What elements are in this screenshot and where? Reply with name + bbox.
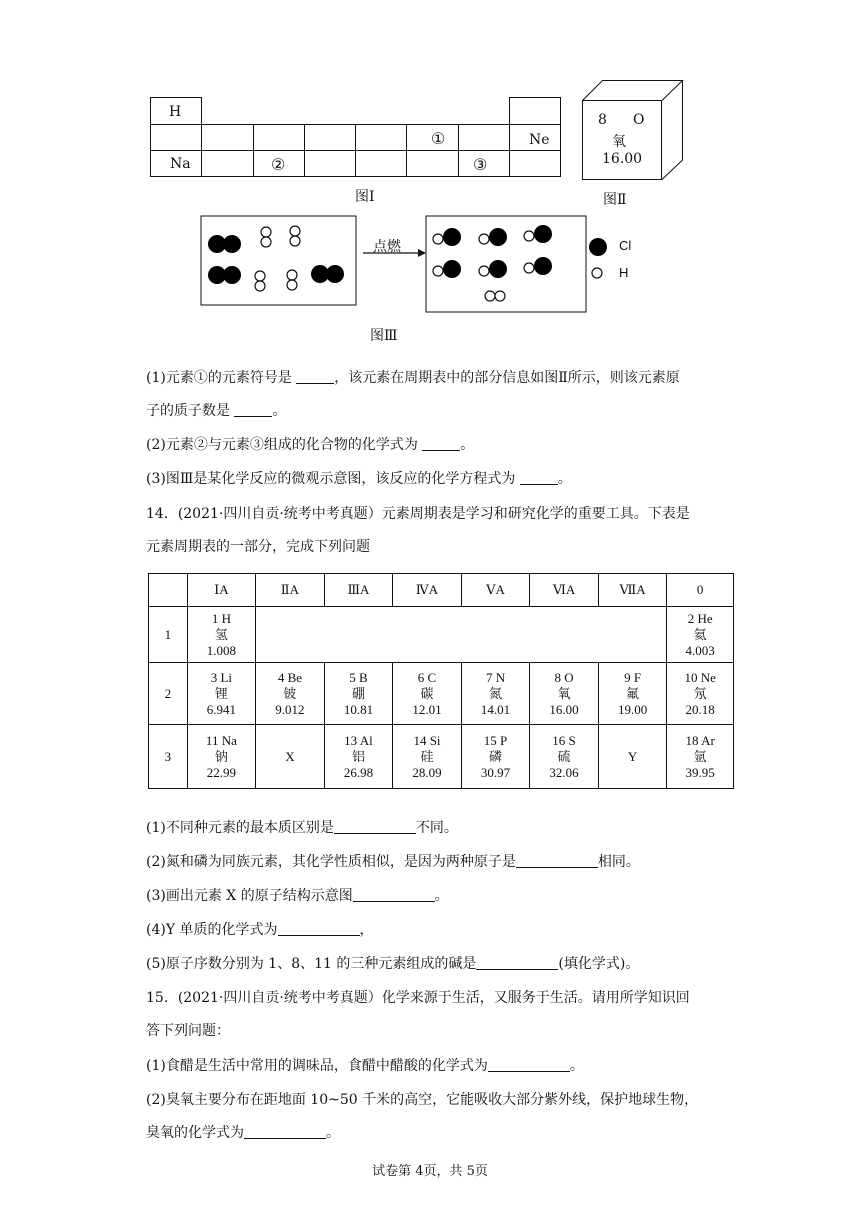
element-cell: 8 O 氧 16.00	[530, 663, 599, 725]
element-cell: 16 S 硫 32.06	[530, 725, 599, 789]
legend-cl: Cl	[619, 238, 632, 253]
reactants-box	[201, 216, 356, 305]
figure1-caption: 图Ⅰ	[355, 189, 375, 205]
element-cell: 9 F 氟 19.00	[598, 663, 667, 725]
answer-blank[interactable]	[516, 853, 598, 868]
cell-h: H	[169, 104, 182, 120]
answer-blank[interactable]	[278, 921, 360, 936]
marker-1: ①	[431, 129, 446, 148]
answer-blank[interactable]	[353, 887, 435, 902]
element-mass: 16.00	[602, 151, 643, 167]
element-cell-x: X	[256, 725, 325, 789]
element-cell: 2 He 氦 4.003	[667, 607, 734, 663]
table-row: 2 3 Li 锂 6.941 4 Be 铍 9.012 5 B 硼 10.81 6 C 碳 12.01 7 N 氮 14.01 8 O 氧 16.00 9 F 氟 19.00 10 Ne 氖 20.18	[149, 663, 734, 725]
figure1-grid	[150, 97, 565, 179]
element-cell: 15 P 磷 30.97	[461, 725, 530, 789]
q14-part1: (1)不同种元素的最本质区别是 不同。	[146, 820, 458, 836]
element-number: 8	[598, 112, 607, 128]
q13-part1: (1)元素①的元素符号是 ，该元素在周期表中的部分信息如图Ⅱ所示，则该元素原	[146, 370, 680, 386]
table-row: 3 11 Na 钠 22.99 X 13 Al 铝 26.98 14 Si 硅 28.09 15 P 磷 30.97 16 S 硫 32.06 Y 18 Ar 氩 39.95	[149, 725, 734, 789]
legend-h: H	[619, 265, 629, 280]
q14-intro-1: 14．(2021·四川自贡·统考中考真题）元素周期表是学习和研究化学的重要工具。下表是	[146, 506, 690, 522]
q15-intro-1: 15．(2021·四川自贡·统考中考真题）化学来源于生活，又服务于生活。请用所学知识回	[146, 990, 690, 1006]
page-footer: 试卷第 4页，共 5页	[372, 1164, 488, 1179]
element-cell: 13 Al 铝 26.98	[324, 725, 393, 789]
table-header-row: ⅠA ⅡA ⅢA ⅣA ⅤA ⅥA ⅦA 0	[149, 574, 734, 607]
element-symbol: O	[633, 112, 645, 128]
element-cell: 14 Si 硅 28.09	[393, 725, 462, 789]
element-cell: 7 N 氮 14.01	[461, 663, 530, 725]
answer-blank[interactable]	[334, 819, 416, 834]
marker-2: ②	[271, 155, 286, 174]
element-cell: 3 Li 锂 6.941	[187, 663, 256, 725]
answer-blank[interactable]	[476, 955, 558, 970]
element-cell: 18 Ar 氩 39.95	[667, 725, 734, 789]
element-cell-y: Y	[598, 725, 667, 789]
q14-intro-2: 元素周期表的一部分，完成下列问题	[146, 539, 370, 555]
answer-blank[interactable]	[488, 1057, 570, 1072]
q13-part2: (2)元素②与元素③组成的化合物的化学式为 。	[146, 437, 475, 453]
q14-part5: (5)原子序数分别为 1、8、11 的三种元素组成的碱是 (填化学式)。	[146, 956, 640, 972]
q15-intro-2: 答下列问题：	[146, 1023, 230, 1039]
element-cell: 5 B 硼 10.81	[324, 663, 393, 725]
element-cell: 11 Na 钠 22.99	[187, 725, 256, 789]
answer-blank[interactable]	[422, 436, 460, 451]
q13-part1-cont: 子的质子数是 。	[146, 403, 287, 419]
q15-part2-cont: 臭氧的化学式为 。	[146, 1125, 340, 1141]
q15-part2: (2)臭氧主要分布在距地面 10~50 千米的高空，它能吸收大部分紫外线，保护地球生物，	[146, 1092, 699, 1108]
answer-blank[interactable]	[244, 1124, 326, 1139]
answer-blank[interactable]	[234, 402, 272, 417]
element-cell: 1 H 氢 1.008	[187, 607, 256, 663]
arrow-label: 点燃	[373, 239, 401, 255]
element-cell: 10 Ne 氖 20.18	[667, 663, 734, 725]
answer-blank[interactable]	[296, 369, 334, 384]
q14-part2: (2)氮和磷为同族元素，其化学性质相似，是因为两种原子是 相同。	[146, 854, 640, 870]
q14-part3: (3)画出元素 X 的原子结构示意图 。	[146, 888, 449, 904]
reaction-diagram	[200, 212, 650, 316]
element-name: 氧	[612, 134, 626, 150]
figure2-caption: 图Ⅱ	[603, 192, 627, 208]
table-row: 1 1 H 氢 1.008 2 He 氦 4.003	[149, 607, 734, 663]
answer-blank[interactable]	[520, 470, 558, 485]
element-cell: 4 Be 铍 9.012	[256, 663, 325, 725]
cell-na: Na	[170, 156, 191, 172]
figure3-caption: 图Ⅲ	[370, 328, 398, 344]
marker-3: ③	[473, 155, 488, 174]
q14-part4: (4)Y 单质的化学式为 ，	[146, 922, 374, 938]
q15-part1: (1)食醋是生活中常用的调味品，食醋中醋酸的化学式为 。	[146, 1058, 584, 1074]
periodic-table	[148, 573, 734, 789]
element-cell: 6 C 碳 12.01	[393, 663, 462, 725]
q13-part3: (3)图Ⅲ是某化学反应的微观示意图，该反应的化学方程式为 。	[146, 471, 572, 487]
cell-ne: Ne	[529, 132, 550, 148]
